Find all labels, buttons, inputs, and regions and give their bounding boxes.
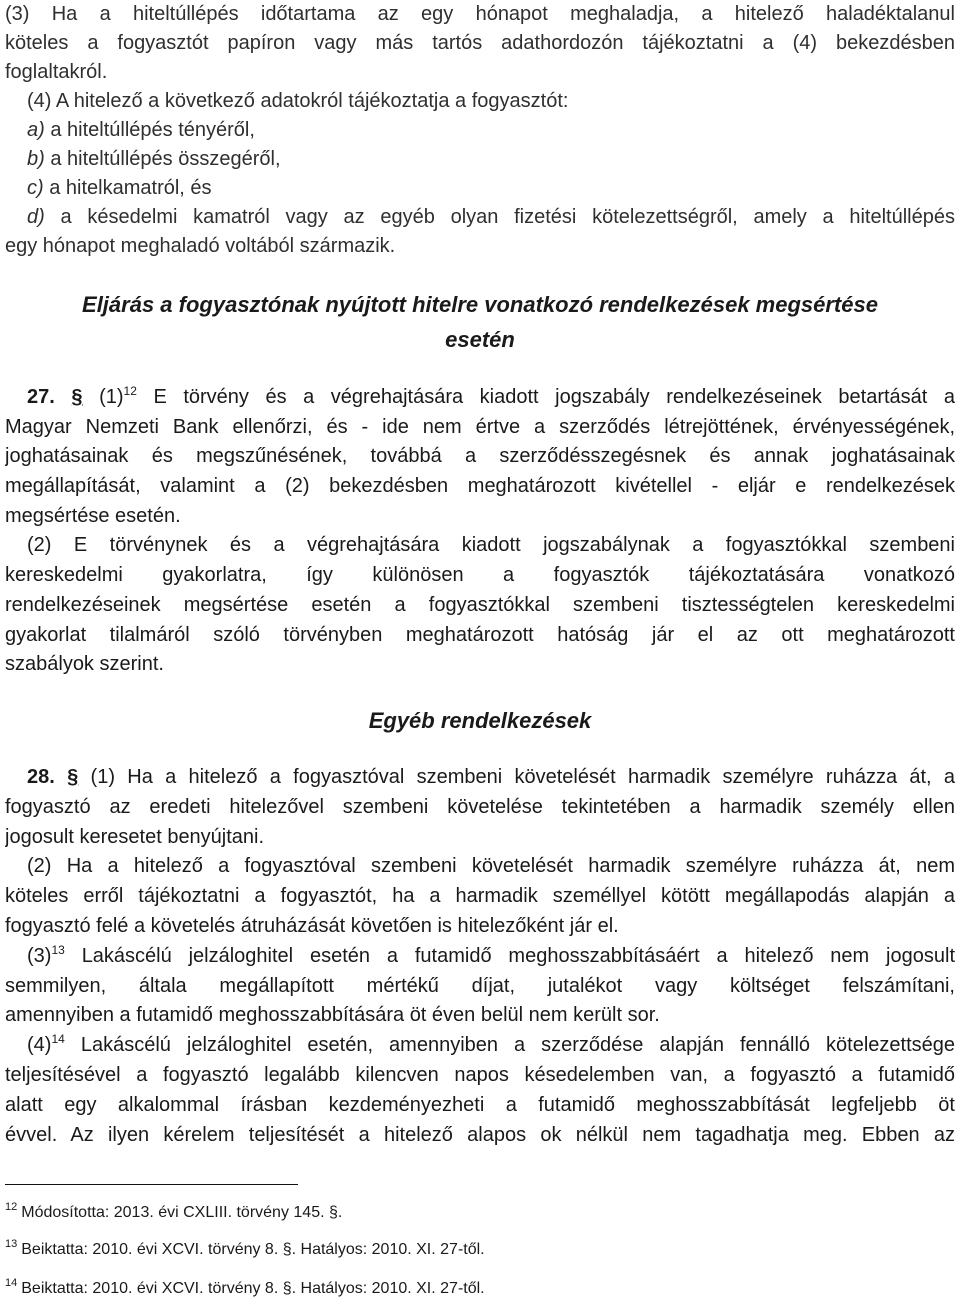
footnote-number: 13: [5, 1238, 18, 1250]
list-item: [5, 174, 955, 203]
text-line: amennyiben a futamidő meghosszabbítására öt éven belül nem került sor.: [5, 1004, 660, 1027]
section-heading: [5, 287, 955, 357]
footnote: [5, 1237, 905, 1263]
text-segment: Lakáscélú jelzáloghitel esetén, amennyiben a szerződése alapján fennálló kötelezettsége: [80, 1034, 955, 1057]
footnote-text: Beiktatta: 2010. évi XCVI. törvény 8. §. Hatályos: 2010. XI. 27-től.: [21, 1241, 485, 1258]
text-line: kereskedelmi gyakorlatra, így különösen a fogyasztók tájékoztatására vonatkozó: [5, 564, 955, 587]
list-marker: b): [27, 148, 45, 170]
text-line: Magyar Nemzeti Bank ellenőrzi, és - ide nem értve a szerződés létrejöttének, érvényességének,: [5, 415, 955, 438]
text-line: megsértése esetén.: [5, 504, 181, 527]
text-line: fogyasztó az eredeti hitelezővel szembeni követelése tekintetében a harmadik személy ellen: [5, 795, 955, 818]
paragraph-label: (3): [27, 944, 52, 967]
list-marker: a): [27, 119, 45, 141]
text-line: (2) Ha a hitelező a fogyasztóval szembeni követelését harmadik személyre ruházza át, nem: [27, 855, 955, 878]
text-line: megállapítását, valamint a (2) bekezdésben meghatározott kivétellel - eljár e rendelkezések: [5, 475, 955, 498]
section-28-first-line: [5, 763, 955, 793]
heading-line: esetén: [445, 327, 515, 352]
footnote-separator: [5, 1184, 298, 1185]
text-line: alatt egy alkalommal írásban kezdeményezheti a futamidő meghosszabbítását legfeljebb öt: [5, 1093, 955, 1116]
text-line: köteles erről tájékoztatni a fogyasztót, ha a harmadik személlyel kötött megállapodás alapján a: [5, 885, 955, 908]
list-marker: d): [27, 206, 45, 228]
footnote: [5, 1276, 905, 1302]
footnote: [5, 1200, 905, 1226]
section-27-first-line: [5, 383, 955, 413]
heading-line: Egyéb rendelkezések: [368, 708, 592, 733]
text-line: gyakorlat tilalmáról szóló törvényben meghatározott hatóság jár el az ott meghatározott: [5, 623, 955, 646]
text-line: rendelkezéseinek megsértése esetén a fogyasztókkal szembeni tisztességtelen kereskedelmi: [5, 593, 955, 616]
heading-line: Eljárás a fogyasztónak nyújtott hitelre vonatkozó rendelkezések megsértése: [82, 292, 878, 317]
text-line: foglaltakról.: [5, 61, 108, 83]
paragraph-4-intro: (4) A hitelező a következő adatokról tájékoztatja a fogyasztót:: [27, 90, 569, 112]
text-line: szabályok szerint.: [5, 653, 164, 676]
text-line: jogosult keresetet benyújtani.: [5, 825, 265, 848]
list-item: [5, 116, 955, 145]
text-line: fogyasztó felé a követelés átruházását követően is hitelezőként jár el.: [5, 914, 619, 937]
list-item: [5, 203, 955, 232]
footnote-text: Beiktatta: 2010. évi XCVI. törvény 8. §. Hatályos: 2010. XI. 27-től.: [21, 1280, 485, 1297]
list-marker: c): [27, 177, 44, 199]
list-item-text: a hiteltúllépés összegéről,: [50, 148, 281, 170]
text-line: teljesítésével a fogyasztó legalább kilencven napos késedelemben van, a fogyasztó a futamidő: [5, 1063, 955, 1086]
section-heading: [5, 703, 955, 739]
text-segment: E törvény és a végrehajtására kiadott jogszabály rendelkezéseinek betartását a: [153, 386, 955, 408]
list-item-text: a hiteltúllépés tényéről,: [50, 119, 255, 141]
text-line: semmilyen, általa megállapított mértékű díjat, jutalékot vagy költséget felszámítani,: [5, 974, 955, 997]
text-line: (3) Ha a hiteltúllépés időtartama az egy hónapot meghaladja, a hitelező haladéktalanul: [5, 3, 955, 25]
section-number: 27.: [27, 386, 55, 408]
paragraph-label: (4): [27, 1034, 52, 1057]
section-27: [5, 383, 955, 680]
footnote-ref: 13: [51, 942, 65, 957]
paragraph-3-first-line: [5, 942, 955, 972]
footnote-text: Módosította: 2013. évi CXLIII. törvény 145. §.: [21, 1204, 343, 1221]
section-number: 28.: [27, 766, 55, 788]
list-item-text: a késedelmi kamatról vagy az egyéb olyan fizetési kötelezettségről, amely a hiteltúllépés: [60, 206, 955, 228]
paragraph-block-overdraft: [5, 0, 955, 261]
text-line: évvel. Az ilyen kérelem teljesítését a hitelező alapos ok nélkül nem tagadhatja meg. Ebben az: [5, 1123, 955, 1146]
paragraph-label: (1): [99, 386, 124, 408]
footnote-ref: 12: [123, 384, 137, 398]
section-sign-link[interactable]: §: [71, 386, 83, 408]
paragraph-4-first-line: [5, 1031, 955, 1061]
text-line: köteles a fogyasztót papíron vagy más tartós adathordozón tájékoztatni a (4) bekezdésben: [5, 32, 955, 54]
footnote-ref: 14: [51, 1032, 65, 1047]
section-28: [5, 763, 955, 1150]
text-segment: (1) Ha a hitelező a fogyasztóval szembeni követelését harmadik személyre ruházza át, a: [90, 766, 955, 788]
list-item-text: a hitelkamatról, és: [49, 177, 212, 199]
list-item-continuation: egy hónapot meghaladó voltából származik.: [5, 235, 396, 257]
section-sign-link[interactable]: §: [67, 766, 79, 788]
text-segment: Lakáscélú jelzáloghitel esetén a futamidő meghosszabbításáért a hitelező nem jogosult: [81, 944, 955, 967]
footnote-number: 12: [5, 1201, 18, 1213]
footnote-number: 14: [5, 1277, 18, 1289]
text-line: (2) E törvénynek és a végrehajtására kiadott jogszabálynak a fogyasztókkal szembeni: [27, 534, 955, 557]
list-item: [5, 145, 955, 174]
text-line: joghatásainak és megszűnésének, továbbá a szerződésszegésnek és annak joghatásainak: [5, 445, 955, 468]
